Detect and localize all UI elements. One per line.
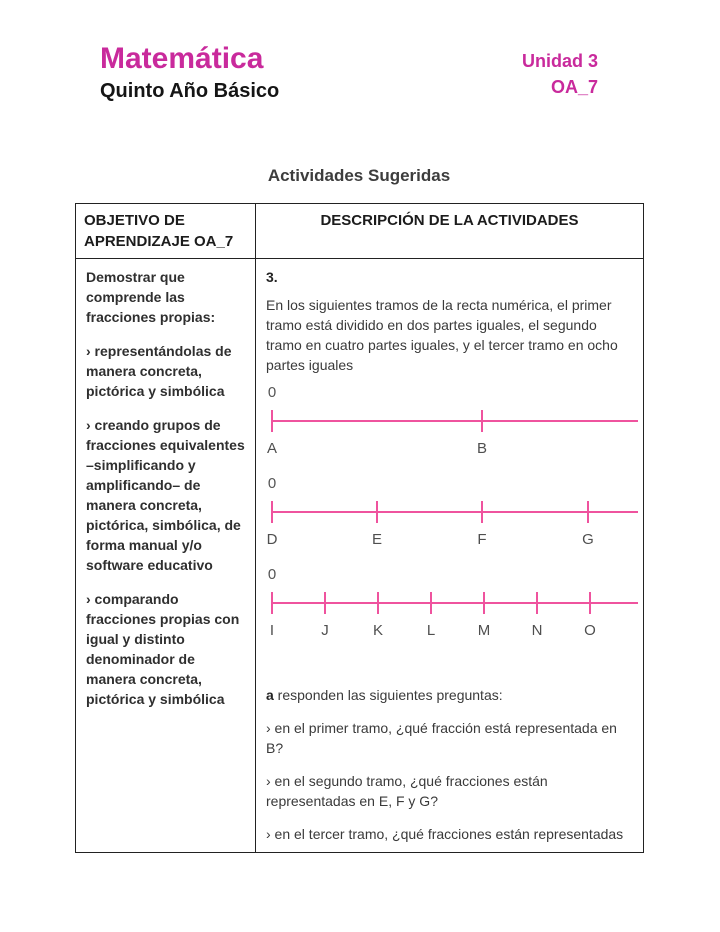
objective-bullet: › creando grupos de fracciones equivalentes –simplificando y amplificando– de manera concreta, pictórica, simbólica, de forma manual y/o software educativo: [86, 417, 245, 573]
tick-label: N: [531, 622, 543, 639]
tick-label: K: [372, 622, 384, 639]
unit-label: Unidad 3: [521, 51, 598, 71]
table-header-row: [76, 204, 644, 259]
number-line: [266, 563, 638, 641]
column-header-description: DESCRIPCIÓN DE LA ACTIVIDADES: [256, 204, 644, 259]
prompt-text: responden las siguientes preguntas:: [273, 687, 503, 703]
tick-label: A: [266, 440, 278, 457]
tick-label: O: [584, 622, 596, 639]
activity-question: › en el primer tramo, ¿qué fracción está representada en B?: [266, 720, 617, 756]
activity-question: › en el tercer tramo, ¿qué fracciones están representadas: [266, 826, 624, 842]
prompt-letter: a: [266, 687, 274, 703]
tick-label: M: [477, 622, 491, 639]
activity-cell: [256, 259, 644, 853]
tick-label: B: [476, 440, 488, 457]
objective-bullet: › representándolas de manera concreta, pictórica y simbólica: [86, 343, 232, 399]
tick-label: I: [269, 622, 275, 639]
number-line: [266, 381, 638, 459]
doc-title: Matemática: [100, 42, 264, 75]
number-line: [266, 472, 638, 550]
objective-bullet: › comparando fracciones propias con igual y distinto denominador de manera concreta, pictórica y simbólica: [86, 591, 240, 707]
objective-intro: Demostrar que comprende las fracciones propias:: [86, 269, 216, 325]
document-header: [100, 42, 598, 104]
number-line-figures: [266, 381, 633, 641]
oa-label: OA_7: [550, 77, 598, 97]
activities-table: [75, 203, 644, 853]
header-left: [100, 42, 279, 104]
section-title: Actividades Sugeridas: [267, 166, 451, 185]
origin-label: 0: [267, 384, 277, 401]
activity-question: › en el segundo tramo, ¿qué fracciones están representadas en E, F y G?: [266, 773, 548, 809]
activity-intro: En los siguientes tramos de la recta numérica, el primer tramo está dividido en dos partes iguales, el segundo tramo en cuatro partes iguales, y el tercer tramo en ocho partes iguales: [266, 297, 618, 373]
tick-label: D: [266, 531, 278, 548]
table-body-row: [76, 259, 644, 853]
tick-label: E: [371, 531, 383, 548]
objective-cell: [76, 259, 256, 853]
tick-label: L: [426, 622, 436, 639]
header-right: [522, 42, 598, 100]
origin-label: 0: [267, 566, 277, 583]
origin-label: 0: [267, 475, 277, 492]
tick-label: F: [477, 531, 487, 548]
column-header-objective: OBJETIVO DE APRENDIZAJE OA_7: [76, 204, 256, 259]
activity-prompt: [266, 685, 633, 705]
doc-subtitle: Quinto Año Básico: [100, 80, 280, 102]
tick-label: J: [321, 622, 329, 639]
activity-number: 3.: [266, 269, 278, 285]
tick-label: G: [582, 531, 594, 548]
